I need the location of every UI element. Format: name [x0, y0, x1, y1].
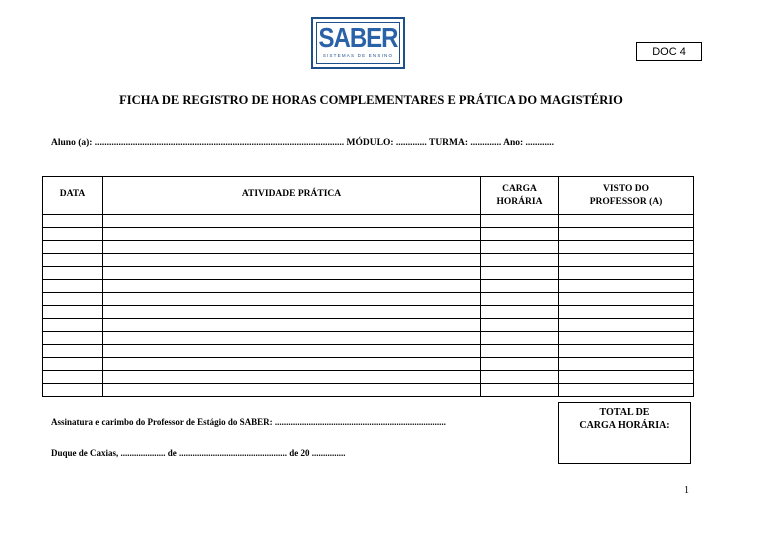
cell-hours	[481, 215, 559, 228]
cell-professor-visa	[559, 267, 694, 280]
visa-header-line2: PROFESSOR (A)	[589, 197, 663, 207]
cell-hours	[481, 293, 559, 306]
column-header-activity	[103, 177, 481, 215]
column-header-date	[43, 177, 103, 215]
total-label-line1: TOTAL DE	[599, 407, 650, 418]
table-row	[43, 384, 694, 397]
cell-activity	[103, 215, 481, 228]
cell-hours	[481, 306, 559, 319]
hours-header-line1: CARGA	[502, 184, 537, 194]
cell-professor-visa	[559, 384, 694, 397]
saber-logo	[311, 17, 405, 69]
table-row	[43, 254, 694, 267]
cell-hours	[481, 267, 559, 280]
cell-activity	[103, 345, 481, 358]
cell-date	[43, 293, 103, 306]
date-header-label: DATA	[59, 189, 86, 199]
cell-professor-visa	[559, 345, 694, 358]
visa-header-line1: VISTO DO	[602, 184, 650, 194]
cell-date	[43, 306, 103, 319]
cell-hours	[481, 241, 559, 254]
cell-professor-visa	[559, 319, 694, 332]
cell-professor-visa	[559, 371, 694, 384]
table-body	[43, 215, 694, 397]
cell-professor-visa	[559, 254, 694, 267]
cell-activity	[103, 280, 481, 293]
page-number: 1	[684, 485, 689, 496]
table-header-row	[43, 177, 694, 215]
table-row	[43, 319, 694, 332]
cell-activity	[103, 319, 481, 332]
table-row	[43, 241, 694, 254]
cell-hours	[481, 280, 559, 293]
cell-hours	[481, 384, 559, 397]
cell-hours	[481, 371, 559, 384]
cell-date	[43, 228, 103, 241]
table-row	[43, 267, 694, 280]
cell-professor-visa	[559, 215, 694, 228]
table-row	[43, 371, 694, 384]
total-hours-box	[558, 402, 691, 464]
form-title: FICHA DE REGISTRO DE HORAS COMPLEMENTARES E PRÁTICA DO MAGISTÉRIO	[119, 93, 623, 107]
cell-hours	[481, 358, 559, 371]
table-row	[43, 293, 694, 306]
cell-date	[43, 345, 103, 358]
cell-activity	[103, 384, 481, 397]
cell-activity	[103, 254, 481, 267]
cell-date	[43, 215, 103, 228]
cell-date	[43, 384, 103, 397]
student-info-line: Aluno (a): ......................................................................................................... MÓDULO: ............. TURMA: ............. Ano: ............	[51, 138, 555, 148]
cell-activity	[103, 371, 481, 384]
logo-wordmark: SABER	[318, 22, 398, 54]
cell-professor-visa	[559, 241, 694, 254]
cell-activity	[103, 267, 481, 280]
logo-frame	[316, 22, 400, 64]
document-code-box: DOC 4	[636, 42, 702, 61]
cell-activity	[103, 241, 481, 254]
cell-professor-visa	[559, 358, 694, 371]
cell-professor-visa	[559, 228, 694, 241]
cell-professor-visa	[559, 280, 694, 293]
cell-activity	[103, 293, 481, 306]
column-header-hours	[481, 177, 559, 215]
hours-header-line2: HORÁRIA	[496, 197, 543, 207]
cell-activity	[103, 358, 481, 371]
cell-date	[43, 371, 103, 384]
cell-date	[43, 241, 103, 254]
table-row	[43, 358, 694, 371]
cell-date	[43, 332, 103, 345]
cell-professor-visa	[559, 332, 694, 345]
cell-hours	[481, 228, 559, 241]
cell-activity	[103, 228, 481, 241]
cell-professor-visa	[559, 293, 694, 306]
cell-date	[43, 358, 103, 371]
table-row	[43, 215, 694, 228]
cell-date	[43, 280, 103, 293]
cell-date	[43, 319, 103, 332]
table-row	[43, 228, 694, 241]
city-date-line: Duque de Caxias, .................... de ................................................ de 20 ...............	[51, 448, 346, 458]
hours-log-table	[42, 176, 694, 397]
cell-hours	[481, 332, 559, 345]
logo-tagline: SISTEMAS DE ENSINO	[322, 53, 394, 58]
column-header-professor-visa	[559, 177, 694, 215]
total-label-line2: CARGA HORÁRIA:	[579, 420, 670, 431]
cell-date	[43, 267, 103, 280]
cell-date	[43, 254, 103, 267]
cell-professor-visa	[559, 306, 694, 319]
cell-hours	[481, 254, 559, 267]
cell-activity	[103, 332, 481, 345]
table-row	[43, 332, 694, 345]
table-row	[43, 306, 694, 319]
table-row	[43, 345, 694, 358]
cell-activity	[103, 306, 481, 319]
cell-hours	[481, 319, 559, 332]
cell-hours	[481, 345, 559, 358]
table-row	[43, 280, 694, 293]
activity-header-label: ATIVIDADE PRÁTICA	[241, 189, 342, 199]
signature-line: Assinatura e carimbo do Professor de Estágio do SABER: ............................................................................	[51, 417, 446, 427]
